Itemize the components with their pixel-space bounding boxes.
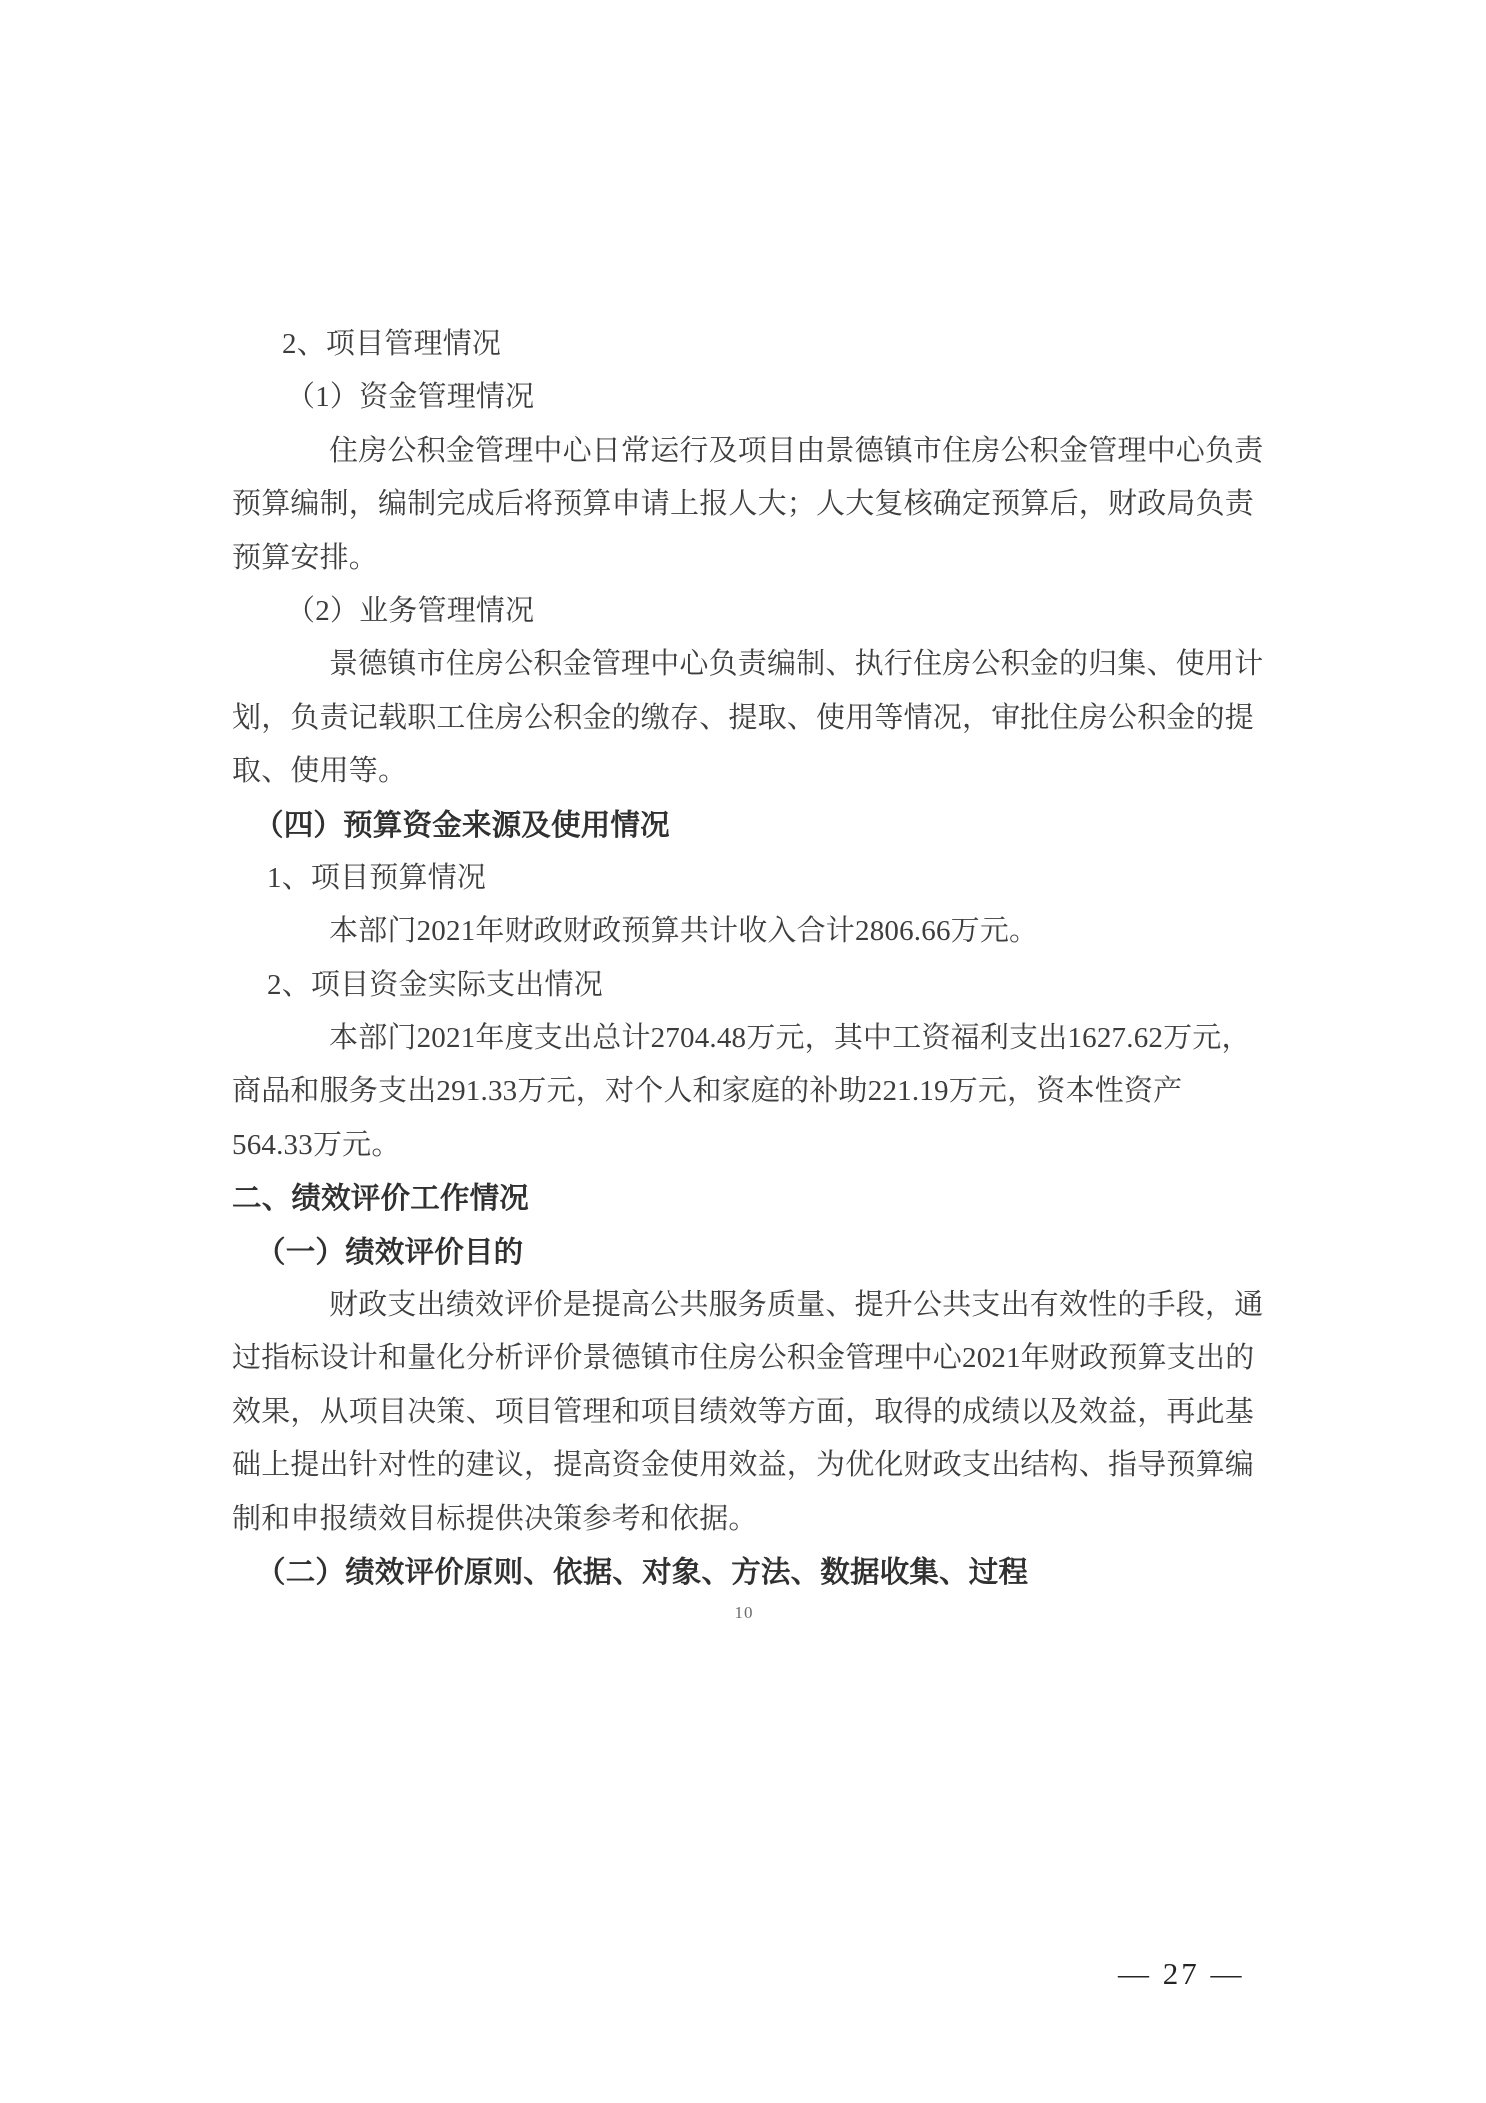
subheading-line: 2、项目管理情况: [282, 328, 502, 360]
paragraph-line: 商品和服务支出291.33万元，对个人和家庭的补助221.19万元，资本性资产: [232, 1075, 1183, 1108]
paragraph-line: 本部门2021年度支出总计2704.48万元，其中工资福利支出1627.62万元，: [329, 1022, 1251, 1055]
inner-page-number: 10: [734, 1603, 754, 1622]
heading-line: 二、绩效评价工作情况: [232, 1182, 530, 1216]
paragraph-line: 预算安排。: [232, 541, 379, 574]
paragraph-line: 制和申报绩效目标提供决策参考和依据。: [232, 1502, 758, 1535]
paragraph-line: 景德镇市住房公积金管理中心负责编制、执行住房公积金的归集、使用计: [329, 648, 1264, 681]
subheading-line: 2、项目资金实际支出情况: [267, 968, 603, 1001]
paragraph-line: 取、使用等。: [232, 755, 408, 788]
paragraph-line: 住房公积金管理中心日常运行及项目由景德镇市住房公积金管理中心负责: [329, 434, 1264, 467]
subheading-line: （2）业务管理情况: [286, 594, 535, 627]
subheading-line: 1、项目预算情况: [267, 861, 487, 894]
paragraph-line: 划，负责记载职工住房公积金的缴存、提取、使用等情况，审批住房公积金的提: [232, 701, 1255, 734]
paragraph-line: 效果，从项目决策、项目管理和项目绩效等方面，取得的成绩以及效益，再此基: [232, 1395, 1255, 1428]
heading-line: （四）预算资金来源及使用情况: [254, 808, 670, 842]
heading-line: （二）绩效评价原则、依据、对象、方法、数据收集、过程: [256, 1555, 1029, 1589]
paragraph-line: 财政支出绩效评价是提高公共服务质量、提升公共支出有效性的手段，通: [329, 1289, 1264, 1322]
subheading-line: 本部门2021年财政财政预算共计收入合计2806.66万元。: [329, 915, 1039, 948]
document-body: [232, 318, 1264, 1599]
heading-line: （一）绩效评价目的: [256, 1235, 524, 1269]
outer-page-number: — 27 —: [1118, 1956, 1245, 1991]
subheading-line: （1）资金管理情况: [286, 381, 535, 414]
paragraph-line: 预算编制，编制完成后将预算申请上报人大；人大复核确定预算后，财政局负责: [232, 488, 1255, 521]
paragraph-line: 过指标设计和量化分析评价景德镇市住房公积金管理中心2021年财政预算支出的: [232, 1342, 1255, 1375]
paragraph-line: 564.33万元。: [232, 1128, 401, 1161]
paragraph-line: 础上提出针对性的建议，提高资金使用效益，为优化财政支出结构、指导预算编: [232, 1449, 1255, 1482]
